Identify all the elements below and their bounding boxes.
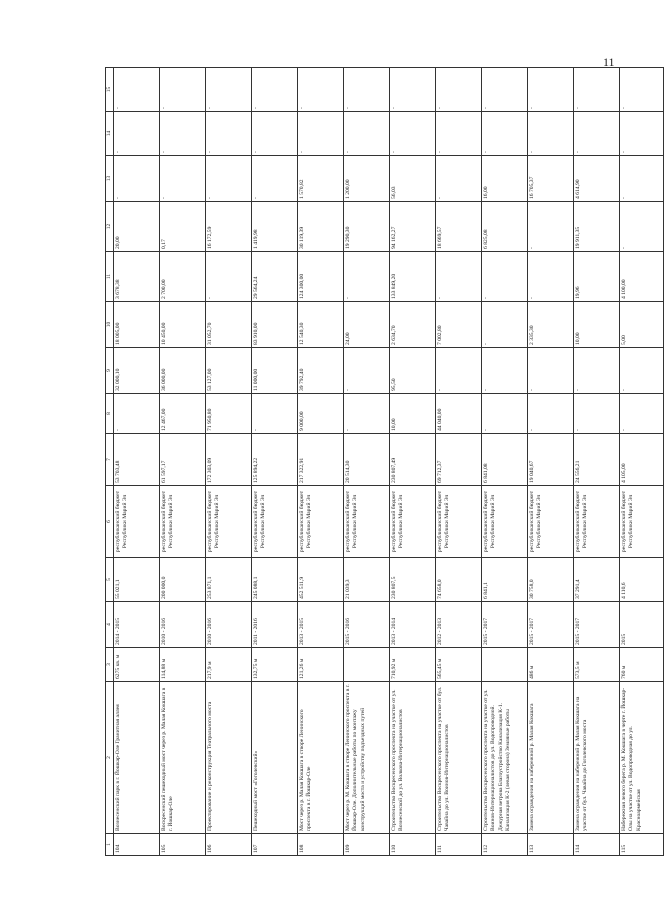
page-number: 11 — [603, 55, 615, 69]
funding-source: республиканский бюджет Республики Марий Эл — [390, 486, 436, 558]
table-row — [390, 68, 436, 856]
object-length: 486 м — [528, 648, 574, 682]
table-row — [252, 68, 298, 856]
value-col-10: 5,00 — [620, 302, 664, 348]
estimated-cost: 200 000,0 — [160, 558, 206, 602]
value-col-10: 10 450,00 — [160, 302, 206, 348]
object-length: 217,9 м — [206, 648, 252, 682]
object-length: 121,26 м — [298, 648, 344, 682]
object-length: 710,92 м — [390, 648, 436, 682]
table-row — [206, 68, 252, 856]
funding-source: республиканский бюджет Республики Марий Эл — [344, 486, 390, 558]
row-number: 109 — [344, 834, 390, 856]
value-col-15: - — [114, 68, 160, 112]
funding-source: республиканский бюджет Республики Марий Эл — [298, 486, 344, 558]
object-length: 760 м — [620, 648, 664, 682]
value-col-7: 217 322,91 — [298, 434, 344, 486]
construction-period: 2015 - 2017 — [528, 602, 574, 648]
row-number: 111 — [436, 834, 482, 856]
row-number: 104 — [114, 834, 160, 856]
funding-source: республиканский бюджет Республики Марий Эл — [528, 486, 574, 558]
object-length — [344, 648, 390, 682]
value-col-14: - — [298, 112, 344, 156]
col-header: 8 — [106, 394, 114, 434]
value-col-13: 1 570,82 — [298, 156, 344, 202]
rotated-table-container — [105, 68, 642, 856]
value-col-8: - — [620, 394, 664, 434]
object-name: Замена ограждения на набережной р. Малая Кокшага на участке от бул. Чавайна до Гоголевского моста — [574, 682, 620, 834]
value-col-13: 4 614,90 — [574, 156, 620, 202]
col-header: 13 — [106, 156, 114, 202]
header-row — [106, 68, 114, 856]
value-col-9: 53 127,00 — [206, 348, 252, 394]
value-col-14: - — [390, 112, 436, 156]
value-col-11: 2 700,00 — [160, 252, 206, 302]
value-col-14: - — [436, 112, 482, 156]
col-header: 7 — [106, 434, 114, 486]
construction-period: 2011 - 2016 — [252, 602, 298, 648]
value-col-12: 30 119,39 — [298, 202, 344, 252]
object-length: 565,45 м — [436, 648, 482, 682]
estimated-cost: 253 871,1 — [206, 558, 252, 602]
value-col-15: - — [436, 68, 482, 112]
value-col-9: - — [344, 348, 390, 394]
row-number: 106 — [206, 834, 252, 856]
col-header: 4 — [106, 602, 114, 648]
value-col-7: 172 303,09 — [206, 434, 252, 486]
col-header: 14 — [106, 112, 114, 156]
value-col-12: 6 825,08 — [482, 202, 528, 252]
object-name: Воскресенский пешеходный мост через р. Малая Кокшага в г. Йошкар-Оле — [160, 682, 206, 834]
value-col-9: - — [482, 348, 528, 394]
value-col-9: 95,50 — [390, 348, 436, 394]
value-col-7: 6 841,08 — [482, 434, 528, 486]
table-row — [344, 68, 390, 856]
object-name: Замена ограждения на набережной р. Малая Кокшага — [528, 682, 574, 834]
estimated-cost: 6 841,1 — [482, 558, 528, 602]
value-col-9: - — [620, 348, 664, 394]
value-col-13: - — [620, 156, 664, 202]
construction-period: 2013 - 2015 — [298, 602, 344, 648]
value-col-15: - — [482, 68, 528, 112]
value-col-7: 20 514,30 — [344, 434, 390, 486]
value-col-10: 12 540,30 — [298, 302, 344, 348]
value-col-9: - — [436, 348, 482, 394]
col-header: 3 — [106, 648, 114, 682]
value-col-11: 29 564,24 — [252, 252, 298, 302]
object-name: Мост через р. М. Кокшага в створе Ленинского проспекта в г. Йошкар-Оле. Дополнительные работы по монтажу конструкций моста и устройству подъездных путей — [344, 682, 390, 834]
estimated-cost: 452 511,9 — [298, 558, 344, 602]
value-col-11: - — [436, 252, 482, 302]
value-col-10: 2 634,70 — [390, 302, 436, 348]
table-body — [114, 68, 664, 856]
value-col-8: - — [482, 394, 528, 434]
value-col-10: 7 002,80 — [436, 302, 482, 348]
value-col-13: 16 705,37 — [528, 156, 574, 202]
object-length: 114,88 м — [160, 648, 206, 682]
value-col-10: 31 052,70 — [206, 302, 252, 348]
value-col-11: 124 300,00 — [298, 252, 344, 302]
value-col-9: 39 792,40 — [298, 348, 344, 394]
value-col-13: - — [436, 156, 482, 202]
value-col-8: 10,00 — [390, 394, 436, 434]
object-name: Строительство Воскресенского проспекта на участке от ул. Воинов-Интернационалистов до ул. Водопроводной. Дежурная ветрова Благоустройство Канализация К-1. Канализация К-2 (левая сторона) Земляные работы — [482, 682, 528, 834]
value-col-15: - — [252, 68, 298, 112]
estimated-cost: 230 807,5 — [390, 558, 436, 602]
value-col-12: 16 172,59 — [206, 202, 252, 252]
value-col-9: 36 000,00 — [160, 348, 206, 394]
col-header: 6 — [106, 486, 114, 558]
value-col-14: - — [574, 112, 620, 156]
value-col-8: - — [574, 394, 620, 434]
value-col-13: 56,03 — [390, 156, 436, 202]
value-col-12: 19 911,35 — [574, 202, 620, 252]
value-col-10: 18 005,00 — [114, 302, 160, 348]
value-col-10: 83 910,00 — [252, 302, 298, 348]
value-col-7: 24 556,21 — [574, 434, 620, 486]
funding-source: республиканский бюджет Республики Марий Эл — [436, 486, 482, 558]
value-col-11: 3 678,38 — [114, 252, 160, 302]
table-row — [574, 68, 620, 856]
value-col-10: 10,00 — [574, 302, 620, 348]
value-col-12: 94 162,27 — [390, 202, 436, 252]
value-col-14: - — [482, 112, 528, 156]
value-col-10: 24,00 — [344, 302, 390, 348]
value-col-13: - — [160, 156, 206, 202]
value-col-9: 32 000,10 — [114, 348, 160, 394]
value-col-12: 18 669,57 — [436, 202, 482, 252]
value-col-7: 69 712,37 — [436, 434, 482, 486]
row-number: 114 — [574, 834, 620, 856]
estimated-cost: 37 291,4 — [574, 558, 620, 602]
value-col-7: 61 597,17 — [160, 434, 206, 486]
value-col-7: 4 105,00 — [620, 434, 664, 486]
value-col-9: - — [574, 348, 620, 394]
value-col-15: - — [390, 68, 436, 112]
value-col-15: - — [574, 68, 620, 112]
budget-table — [105, 67, 664, 856]
construction-period: 2015 - 2017 — [574, 602, 620, 648]
value-col-11: 4 100,00 — [620, 252, 664, 302]
estimated-cost: 21 039,3 — [344, 558, 390, 602]
estimated-cost: 30 758,0 — [528, 558, 574, 602]
value-col-7: 125 894,22 — [252, 434, 298, 486]
object-name: Строительство Воскресенского проспекта на участке от ул. Вознесенской до ул. Волкова-Интернационалистов — [390, 682, 436, 834]
value-col-8: 9 000,00 — [298, 394, 344, 434]
object-name: Пешеходный мост «Гоголевский» — [252, 682, 298, 834]
funding-source: республиканский бюджет Республики Марий Эл — [574, 486, 620, 558]
col-header: 10 — [106, 302, 114, 348]
value-col-7: 19 040,67 — [528, 434, 574, 486]
value-col-12: 19 290,30 — [344, 202, 390, 252]
value-col-14: - — [114, 112, 160, 156]
value-col-15: - — [298, 68, 344, 112]
construction-period: 2010 - 2016 — [206, 602, 252, 648]
value-col-10: 2 335,30 — [528, 302, 574, 348]
value-col-14: - — [620, 112, 664, 156]
value-col-15: - — [528, 68, 574, 112]
col-header: 5 — [106, 558, 114, 602]
construction-period: 2015 - 2017 — [482, 602, 528, 648]
col-header: 15 — [106, 68, 114, 112]
estimated-cost: 4 110,6 — [620, 558, 664, 602]
construction-period: 2013 - 2014 — [390, 602, 436, 648]
value-col-9: - — [528, 348, 574, 394]
value-col-12: 1 419,98 — [252, 202, 298, 252]
row-number: 105 — [160, 834, 206, 856]
row-number: 113 — [528, 834, 574, 856]
value-col-12: 20,00 — [114, 202, 160, 252]
funding-source: республиканский бюджет Республики Марий Эл — [620, 486, 664, 558]
funding-source: республиканский бюджет Республики Марий Эл — [206, 486, 252, 558]
value-col-15: - — [160, 68, 206, 112]
value-col-9: 11 000,00 — [252, 348, 298, 394]
object-length — [482, 648, 528, 682]
object-name: Строительство Воскресенского проспекта на участке от бул. Чавайна до ул. Воинов-Интернационалистов — [436, 682, 482, 834]
row-number: 107 — [252, 834, 298, 856]
value-col-14: - — [206, 112, 252, 156]
row-number: 108 — [298, 834, 344, 856]
construction-period: 2015 - 2016 — [344, 602, 390, 648]
value-col-15: - — [620, 68, 664, 112]
construction-period: 2014 - 2015 — [114, 602, 160, 648]
value-col-15: - — [206, 68, 252, 112]
table-row — [436, 68, 482, 856]
value-col-11: - — [528, 252, 574, 302]
object-length: 132,75 м — [252, 648, 298, 682]
object-name: Вознесенский парк в г. Йошкар-Оле Гранитная аллея — [114, 682, 160, 834]
value-col-8: - — [528, 394, 574, 434]
value-col-11: 19,96 — [574, 252, 620, 302]
value-col-12: - — [528, 202, 574, 252]
value-col-10: - — [482, 302, 528, 348]
value-col-8: 44 040,00 — [436, 394, 482, 434]
value-col-13: - — [114, 156, 160, 202]
col-header: 1 — [106, 834, 114, 856]
value-col-11: - — [206, 252, 252, 302]
value-col-8: - — [114, 394, 160, 434]
object-name: Проектирование и реконструкция Театрального моста — [206, 682, 252, 834]
value-col-7: 53 703,48 — [114, 434, 160, 486]
row-number: 110 — [390, 834, 436, 856]
value-col-8: 12 467,00 — [160, 394, 206, 434]
value-col-7: 230 807,49 — [390, 434, 436, 486]
funding-source: республиканский бюджет Республики Марий Эл — [160, 486, 206, 558]
construction-period: 2015 — [620, 602, 664, 648]
value-col-14: - — [344, 112, 390, 156]
value-col-8: - — [252, 394, 298, 434]
value-col-11: - — [344, 252, 390, 302]
table-row — [528, 68, 574, 856]
col-header: 12 — [106, 202, 114, 252]
row-number: 115 — [620, 834, 664, 856]
value-col-11: - — [482, 252, 528, 302]
value-col-8: 71 950,80 — [206, 394, 252, 434]
value-col-13: 1 200,00 — [344, 156, 390, 202]
value-col-13: 16,00 — [482, 156, 528, 202]
value-col-12: - — [620, 202, 664, 252]
value-col-14: - — [252, 112, 298, 156]
object-name: Мост через р. Малая Кокшага в створе Ленинского проспекта в г. Йошкар-Оле — [298, 682, 344, 834]
estimated-cost: 245 088,1 — [252, 558, 298, 602]
table-row — [114, 68, 160, 856]
row-number: 112 — [482, 834, 528, 856]
value-col-8: - — [344, 394, 390, 434]
value-col-13: - — [252, 156, 298, 202]
construction-period: 2010 - 2016 — [160, 602, 206, 648]
table-row — [298, 68, 344, 856]
value-col-14: - — [528, 112, 574, 156]
col-header: 11 — [106, 252, 114, 302]
object-length: 573,5 м — [574, 648, 620, 682]
value-col-15: - — [344, 68, 390, 112]
col-header: 2 — [106, 682, 114, 834]
estimated-cost: 55 021,1 — [114, 558, 160, 602]
object-name: Набережная левого берега р. М. Кокшага в черте г. Йошкар-Олы на участке от ул. Водопроводная до ул. Красноармейская — [620, 682, 664, 834]
funding-source: республиканский бюджет Республики Марий Эл — [114, 486, 160, 558]
col-header: 9 — [106, 348, 114, 394]
value-col-13: - — [206, 156, 252, 202]
funding-source: республиканский бюджет Республики Марий Эл — [252, 486, 298, 558]
table-row — [482, 68, 528, 856]
funding-source: республиканский бюджет Республики Марий Эл — [482, 486, 528, 558]
table-row — [160, 68, 206, 856]
construction-period: 2012 - 2013 — [436, 602, 482, 648]
estimated-cost: 74 658,0 — [436, 558, 482, 602]
value-col-12: 0,17 — [160, 202, 206, 252]
object-length: 6275 кв. м — [114, 648, 160, 682]
value-col-14: - — [160, 112, 206, 156]
table-row — [620, 68, 664, 856]
value-col-11: 133 849,20 — [390, 252, 436, 302]
